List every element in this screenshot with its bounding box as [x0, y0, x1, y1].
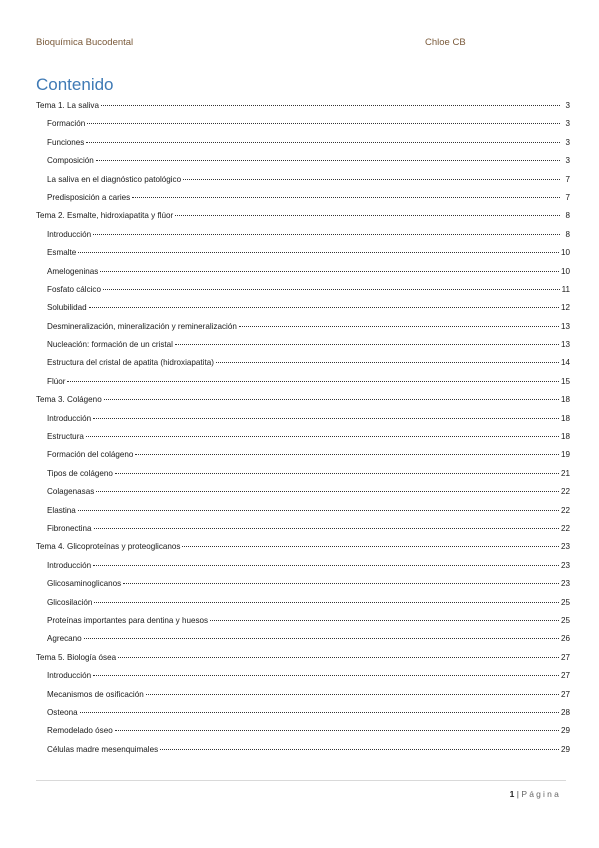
toc-dot-leader [146, 694, 559, 695]
toc-entry-label: Predisposición a caries [47, 192, 131, 202]
toc-dot-leader [93, 565, 559, 566]
toc-entry-label: Osteona [47, 707, 78, 717]
toc-section-entry[interactable] [36, 486, 570, 504]
toc-section-entry[interactable] [36, 413, 570, 431]
toc-entry-page: 3 [565, 156, 570, 166]
toc-entry-page: 23 [560, 560, 570, 570]
toc-entry-label: Glicosaminoglicanos [47, 579, 122, 589]
toc-section-entry[interactable] [36, 339, 570, 357]
toc-dot-leader [239, 326, 559, 327]
toc-dot-leader [103, 289, 560, 290]
toc-entry-page: 22 [560, 487, 570, 497]
toc-entry-label: Estructura [47, 432, 84, 442]
toc-entry-page: 26 [560, 634, 570, 644]
toc-dot-leader [123, 583, 559, 584]
toc-section-entry[interactable] [36, 615, 570, 633]
toc-entry-label: Fosfato cálcico [47, 284, 101, 294]
toc-section-entry[interactable] [36, 707, 570, 725]
toc-entry-page: 27 [560, 671, 570, 681]
toc-dot-leader [78, 510, 559, 511]
toc-entry-page: 7 [565, 174, 570, 184]
toc-chapter-entry[interactable] [36, 394, 570, 412]
toc-entry-page: 23 [560, 542, 570, 552]
toc-entry-label: Células madre mesenquimales [47, 744, 159, 754]
toc-section-entry[interactable] [36, 155, 570, 173]
toc-entry-page: 3 [565, 119, 570, 129]
toc-entry-page: 18 [560, 395, 570, 405]
footer-divider [36, 780, 566, 781]
toc-entry-page: 18 [560, 432, 570, 442]
toc-entry-label: Colagenasas [47, 487, 95, 497]
toc-dot-leader [118, 657, 559, 658]
toc-entry-label: Formación [47, 119, 86, 129]
toc-dot-leader [89, 307, 559, 308]
toc-dot-leader [100, 271, 559, 272]
toc-section-entry[interactable] [36, 376, 570, 394]
toc-entry-page: 10 [560, 248, 570, 258]
toc-section-entry[interactable] [36, 597, 570, 615]
toc-dot-leader [175, 344, 559, 345]
toc-dot-leader [115, 730, 559, 731]
toc-dot-leader [80, 712, 559, 713]
toc-entry-label: Agrecano [47, 634, 82, 644]
toc-section-entry[interactable] [36, 633, 570, 651]
toc-entry-page: 28 [560, 707, 570, 717]
toc-entry-page: 3 [565, 137, 570, 147]
toc-entry-page: 3 [565, 101, 570, 110]
toc-entry-label: Mecanismos de osificación [47, 689, 144, 699]
toc-entry-label: Proteínas importantes para dentina y huesos [47, 615, 209, 625]
toc-section-entry[interactable] [36, 302, 570, 320]
toc-dot-leader [132, 197, 560, 198]
toc-entry-label: Tema 5. Biología ósea [36, 652, 117, 662]
toc-dot-leader [86, 142, 560, 143]
toc-entry-page: 25 [560, 615, 570, 625]
toc-entry-page: 22 [560, 523, 570, 533]
toc-section-entry[interactable] [36, 284, 570, 302]
toc-entry-label: Tema 1. La saliva [36, 101, 99, 110]
toc-dot-leader [115, 473, 559, 474]
toc-section-entry[interactable] [36, 468, 570, 486]
toc-entry-page: 27 [560, 652, 570, 662]
header-course-title: Bioquímica Bucodental [36, 37, 134, 48]
footer-page-number: 1 [509, 789, 515, 799]
toc-entry-page: 22 [560, 505, 570, 515]
toc-section-entry[interactable] [36, 578, 570, 596]
toc-dot-leader [78, 252, 559, 253]
toc-section-entry[interactable] [36, 744, 570, 762]
toc-entry-label: Composición [47, 156, 94, 166]
toc-dot-leader [87, 123, 560, 124]
toc-section-entry[interactable] [36, 431, 570, 449]
toc-chapter-entry[interactable] [36, 652, 570, 670]
page-header [36, 37, 566, 51]
header-author: Chloe CB [425, 37, 466, 48]
toc-entry-page: 11 [561, 284, 570, 294]
toc-entry-label: Nucleación: formación de un cristal [47, 340, 173, 350]
toc-entry-label: Introducción [47, 229, 92, 239]
toc-entry-page: 18 [560, 413, 570, 423]
toc-dot-leader [216, 362, 559, 363]
toc-entry-page: 23 [560, 579, 570, 589]
toc-dot-leader [96, 491, 559, 492]
toc-entry-page: 12 [560, 303, 570, 313]
toc-section-entry[interactable] [36, 523, 570, 541]
toc-section-entry[interactable] [36, 247, 570, 265]
toc-entry-label: Solubilidad [47, 303, 87, 313]
toc-chapter-entry[interactable] [36, 100, 570, 118]
toc-dot-leader [93, 234, 560, 235]
toc-section-entry[interactable] [36, 192, 570, 210]
toc-dot-leader [135, 454, 559, 455]
toc-entry-label: Introducción [47, 671, 92, 681]
toc-dot-leader [93, 418, 559, 419]
toc-dot-leader [86, 436, 559, 437]
toc-entry-label: Tema 2. Esmalte, hidroxiapatita y flúor [36, 211, 174, 221]
toc-entry-label: Estructura del cristal de apatita (hidroxiapatita) [47, 358, 214, 368]
toc-section-entry[interactable] [36, 670, 570, 688]
toc-entry-page: 29 [560, 726, 570, 736]
toc-section-entry[interactable] [36, 229, 570, 247]
toc-entry-page: 8 [565, 211, 570, 221]
toc-section-entry[interactable] [36, 505, 570, 523]
toc-entry-page: 29 [560, 744, 570, 754]
toc-entry-label: Fibronectina [47, 523, 92, 533]
toc-dot-leader [182, 546, 559, 547]
table-of-contents [36, 100, 570, 762]
toc-dot-leader [94, 602, 559, 603]
toc-dot-leader [94, 528, 559, 529]
toc-entry-page: 7 [565, 192, 570, 202]
toc-section-entry[interactable] [36, 118, 570, 136]
toc-dot-leader [210, 620, 559, 621]
toc-dot-leader [96, 160, 560, 161]
toc-entry-label: Tema 3. Colágeno [36, 395, 102, 405]
page-footer [510, 789, 561, 799]
toc-entry-page: 8 [565, 229, 570, 239]
toc-entry-page: 10 [560, 266, 570, 276]
toc-dot-leader [183, 179, 560, 180]
toc-entry-label: Remodelado óseo [47, 726, 113, 736]
toc-entry-label: Glicosilación [47, 597, 93, 607]
toc-entry-label: Desmineralización, mineralización y remineralización [47, 321, 237, 331]
toc-section-entry[interactable] [36, 560, 570, 578]
toc-entry-label: Introducción [47, 413, 92, 423]
toc-dot-leader [104, 399, 559, 400]
toc-dot-leader [175, 215, 560, 216]
toc-entry-page: 27 [560, 689, 570, 699]
toc-entry-label: Tema 4. Glicoproteínas y proteoglicanos [36, 542, 181, 552]
toc-section-entry[interactable] [36, 357, 570, 375]
toc-entry-label: La saliva en el diagnóstico patológico [47, 174, 182, 184]
toc-entry-page: 13 [560, 321, 570, 331]
toc-section-entry[interactable] [36, 137, 570, 155]
toc-dot-leader [101, 105, 560, 106]
toc-chapter-entry[interactable] [36, 541, 570, 559]
toc-dot-leader [67, 381, 559, 382]
toc-section-entry[interactable] [36, 266, 570, 284]
toc-entry-page: 14 [560, 358, 570, 368]
toc-entry-page: 19 [560, 450, 570, 460]
toc-section-entry[interactable] [36, 689, 570, 707]
toc-entry-page: 25 [560, 597, 570, 607]
toc-entry-label: Tipos de colágeno [47, 468, 113, 478]
toc-entry-label: Elastina [47, 505, 76, 515]
footer-separator: | [516, 789, 519, 799]
toc-section-entry[interactable] [36, 321, 570, 339]
toc-entry-label: Esmalte [47, 248, 77, 258]
toc-entry-page: 21 [560, 468, 570, 478]
toc-section-entry[interactable] [36, 725, 570, 743]
toc-entry-label: Formación del colágeno [47, 450, 134, 460]
toc-section-entry[interactable] [36, 449, 570, 467]
toc-dot-leader [84, 638, 559, 639]
footer-page-word: Página [521, 789, 561, 799]
toc-dot-leader [160, 749, 559, 750]
toc-chapter-entry[interactable] [36, 210, 570, 228]
toc-entry-label: Amelogeninas [47, 266, 99, 276]
toc-entry-page: 15 [560, 376, 570, 386]
toc-entry-page: 13 [560, 340, 570, 350]
toc-entry-label: Flúor [47, 376, 66, 386]
toc-section-entry[interactable] [36, 174, 570, 192]
toc-entry-label: Introducción [47, 560, 92, 570]
toc-entry-label: Funciones [47, 137, 85, 147]
toc-title: Contenido [36, 75, 114, 94]
toc-dot-leader [93, 675, 559, 676]
